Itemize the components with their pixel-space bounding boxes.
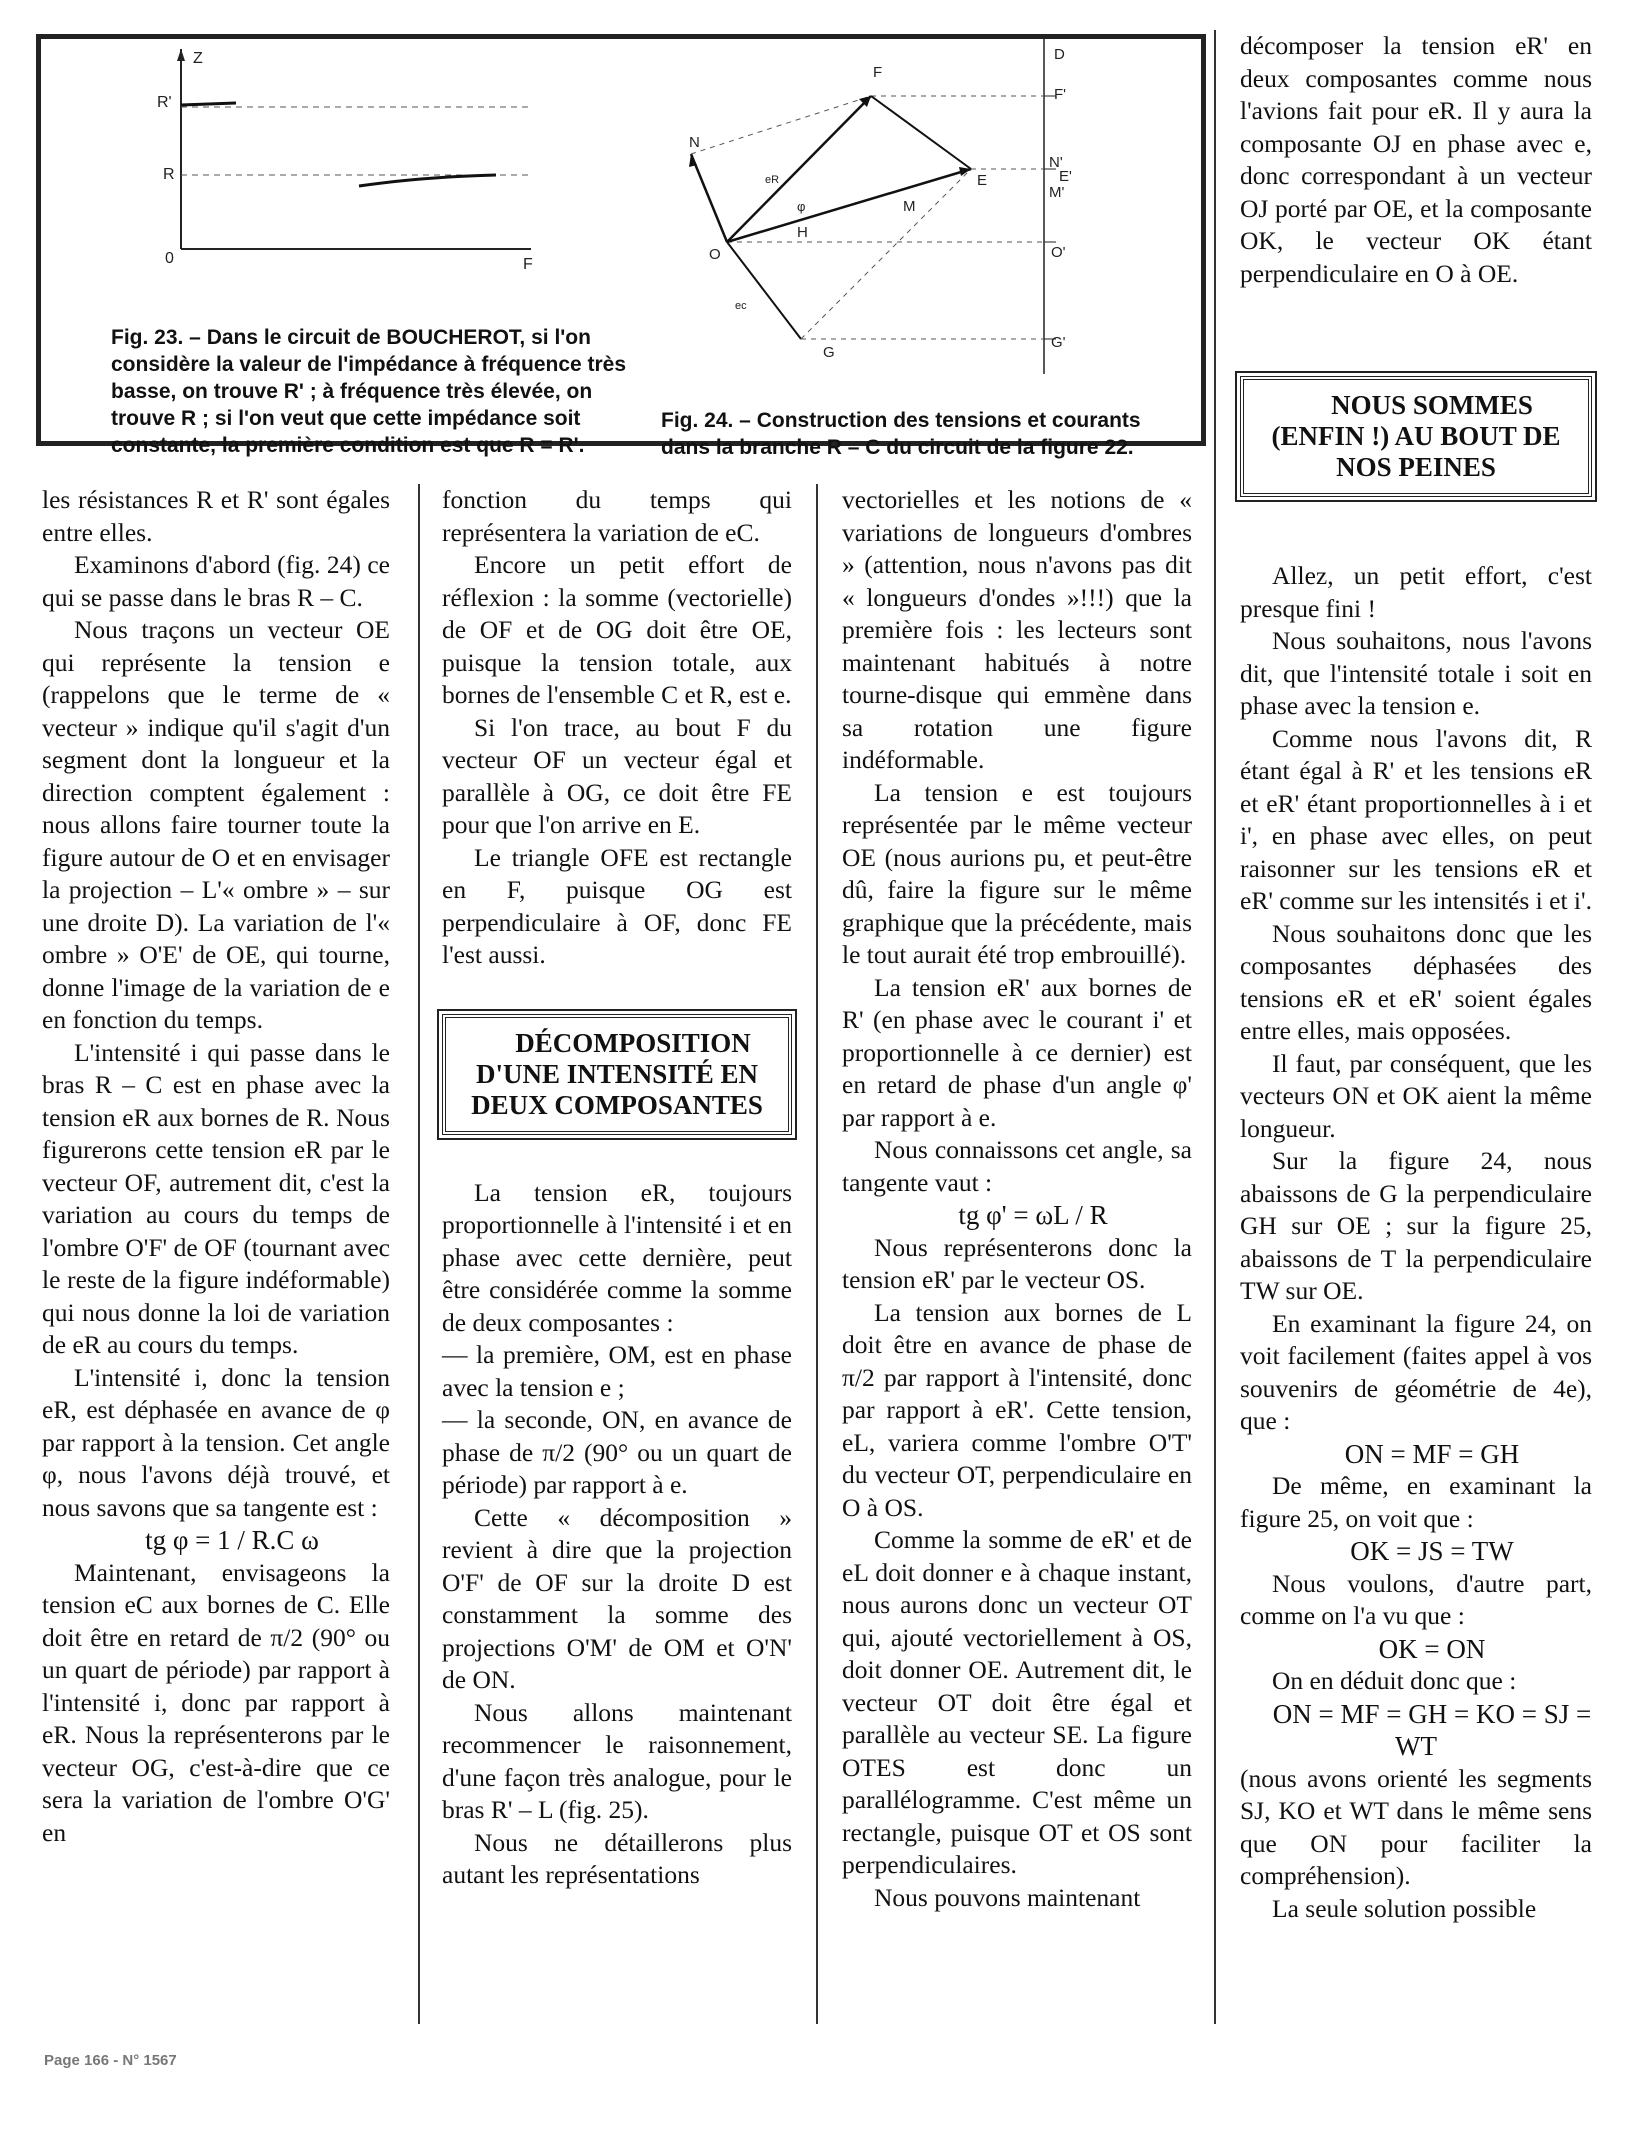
fig24-label-e: E [977, 172, 988, 189]
fig24-label-ec: ec [735, 300, 747, 312]
column-rule [418, 484, 420, 2024]
paragraph: Nous ne détaillerons plus autant les représentations [442, 1827, 792, 1889]
paragraph: Nous allons maintenant recommencer le raisonnement, d'une façon très analogue, pour le bras R' – L (fig. 25). [442, 1697, 792, 1824]
paragraph: Nous voulons, d'autre part, comme on l'a vu que : [1240, 1568, 1592, 1630]
fig24-label-gprime: G' [1051, 334, 1066, 351]
fig24-label-f: F [873, 64, 883, 81]
fig24-label-er: eR [765, 174, 780, 186]
fig24-label-m: M [903, 198, 916, 215]
fig23-label-f: F [523, 256, 533, 273]
equation: ON = MF = GH [1344, 1438, 1520, 1469]
paragraph: Nous pouvons maintenant [874, 1882, 1141, 1912]
paragraph: La tension e est toujours représentée par le même vecteur OE (nous aurions pu, et peut-être dû, faire la figure sur le même graphique que la précédente, mais le tout aurait été trop embrouillé). [842, 777, 1192, 969]
fig23-caption: Fig. 23. – Dans le circuit de BOUCHEROT, si l'on considère la valeur de l'impédance à fréquence très basse, on trouve R' ; à fréquence très élevée, on trouve R ; si l'on veut que cette impédance soit constante, la première condition est que R = R'. [111, 326, 627, 457]
column-4 [1240, 560, 1592, 1925]
paragraph: Comme nous l'avons dit, R étant égal à R' et les tensions eR et eR' étant proportionnelles à i et i', en phase avec elles, on peut raisonner sur les tensions eR et eR' comme sur les intensités i et i'. [1240, 723, 1592, 915]
fig24-caption: Fig. 24. – Construction des tensions et courants dans la branche R – C du circuit de la figure 22. [661, 409, 1141, 459]
paragraph: Nous souhaitons, nous l'avons dit, que l'intensité totale i soit en phase avec la tension e. [1240, 626, 1592, 720]
column-rule [1214, 30, 1216, 2024]
paragraph: Nous souhaitons donc que les composantes déphasées des tensions eR et eR' soient égales entre elles, mais opposées. [1240, 918, 1592, 1045]
paragraph: Encore un petit effort de réflexion : la somme (vectorielle) de OF et de OG doit être OE, puisque la tension totale, aux bornes de l'ensemble C et R, est e. [442, 550, 792, 709]
column-rule [816, 484, 818, 2024]
column-1 [42, 484, 390, 1849]
paragraph: Cette « décomposition » revient à dire que la projection O'F' de OF sur la droite D est constamment la somme des projections O'M' de OM et O'N' de ON. [442, 1502, 792, 1694]
paragraph: On en déduit donc que : [1272, 1666, 1517, 1695]
column-2 [442, 484, 792, 1892]
paragraph: les résistances R et R' sont égales entre elles. [42, 485, 390, 547]
section-heading-box: DÉCOMPOSITION D'UNE INTENSITÉ EN DEUX COMPOSANTES [442, 1014, 792, 1135]
fig24-label-n: N [689, 134, 700, 151]
paragraph: Nous représenterons donc la tension eR' par le vecteur OS. [842, 1232, 1192, 1294]
paragraph: Allez, un petit effort, c'est presque fini ! [1240, 561, 1592, 623]
fig23-label-r: R [163, 166, 175, 183]
paragraph: De même, en examinant la figure 25, on voit que : [1240, 1471, 1592, 1533]
paragraph: Comme la somme de eR' et de eL doit donner e à chaque instant, nous aurons donc un vecteur OT qui, ajouté vectoriellement à OS, doit donner OE. Autrement dit, le vecteur OT doit être égal et parallèle au vecteur SE. La figure OTES est donc un parallélogramme. C'est même un rectangle, puisque OT et OS sont perpendiculaires. [842, 1525, 1192, 1879]
paragraph: La tension eR, toujours proportionnelle à l'intensité i et en phase avec cette dernière, peut être considérée comme la somme de deux composantes : [442, 1177, 792, 1337]
fig24-label-phi: φ [797, 199, 806, 214]
paragraph: La tension eR' aux bornes de R' (en phase avec le courant i' et proportionnelle à ce dernier) est en retard de phase d'un angle φ' par rapport à e. [842, 972, 1192, 1132]
paragraph: Examinons d'abord (fig. 24) ce qui se passe dans le bras R – C. [42, 550, 390, 612]
paragraph: Sur la figure 24, nous abaissons de G la perpendiculaire GH sur OE ; sur la figure 25, abaissons de T la perpendiculaire TW sur OE. [1240, 1146, 1592, 1305]
fig24-label-fprime: F' [1054, 86, 1067, 103]
paragraph: vectorielles et les notions de « variations de longueurs d'ombres » (attention, nous n'avons pas dit « longueurs d'ondes »!!!) que la première fois : les lecteurs sont maintenant habitués à notre tourne-disque qui emmène dans sa rotation une figure indéformable. [842, 485, 1192, 774]
section-heading-box: NOUS SOMMES (ENFIN !) AU BOUT DE NOS PEINES [1240, 376, 1592, 497]
paragraph: L'intensité i qui passe dans le bras R – C est en phase avec la tension eR aux bornes de R. Nous figurerons cette tension eR par le vecteur OF, autrement dit, c'est la variation au cours du temps de l'ombre O'F' de OF (tournant avec le reste de la figure indéformable) qui nous donne la loi de variation de eR au cours du temps. [42, 1037, 390, 1359]
column-3 [842, 484, 1192, 1914]
fig24-label-h: H [797, 224, 808, 241]
fig24-label-oprime: O' [1051, 244, 1066, 261]
equation: OK = ON [1378, 1633, 1486, 1664]
paragraph: Il faut, par conséquent, que les vecteurs ON et OK aient la même longueur. [1240, 1048, 1592, 1143]
paragraph: Si l'on trace, au bout F du vecteur OF un vecteur égal et parallèle à OG, ce doit être FE pour que l'on arrive en E. [442, 712, 792, 839]
paragraph: — la première, OM, est en phase avec la tension e ; [442, 1340, 792, 1402]
fig24-label-o: O [709, 246, 721, 263]
fig24-label-eprime: E' [1059, 168, 1072, 185]
fig23-label-z: Z [193, 50, 203, 67]
fig24-label-nprime: N' [1049, 154, 1063, 171]
formula-tg-phi: tg φ = 1 / R.C ω [145, 1525, 319, 1555]
fig23-label-origin: 0 [165, 250, 174, 267]
paragraph: Nous connaissons cet angle, sa tangente vaut : [842, 1135, 1192, 1197]
fig24-vectors [689, 39, 1072, 374]
fig23-label-rprime: R' [157, 94, 172, 111]
equation: ON = MF = GH = KO = SJ = WT [1272, 1698, 1592, 1761]
formula-tg-phi-prime: tg φ' = ωL / R [958, 1200, 1108, 1230]
fig24-label-mprime: M' [1049, 184, 1065, 201]
paragraph: Le triangle OFE est rectangle en F, puisque OG est perpendiculaire à OF, donc FE l'est aussi. [442, 842, 792, 969]
paragraph: En examinant la figure 24, on voit facilement (faites appel à vos souvenirs de géométrie de 4e), que : [1240, 1308, 1592, 1435]
paragraph: L'intensité i, donc la tension eR, est déphasée en avance de φ par rapport à la tension. Cet angle φ, nous l'avons déjà trouvé, et nous savons que sa tangente est : [42, 1362, 390, 1522]
page-footer: Page 166 - N° 1567 [44, 2052, 177, 2069]
column-4-top [1240, 30, 1592, 497]
fig24-label-g: G [823, 344, 835, 361]
paragraph: — la seconde, ON, en avance de phase de π/2 (90° ou un quart de période) par rapport à e. [442, 1405, 792, 1499]
figure-box [36, 34, 1206, 459]
paragraph: décomposer la tension eR' en deux composantes comme nous l'avions fait pour eR. Il y aura la composante OJ en phase avec e, donc correspondant à un vecteur OJ porté par OE, et la composante OK, le vecteur OK étant perpendiculaire en O à OE. [1240, 31, 1592, 288]
paragraph: (nous avons orienté les segments SJ, KO et WT dans le même sens que ON pour faciliter la compréhension). [1240, 1763, 1592, 1890]
fig24-label-d: D [1054, 46, 1065, 63]
paragraph: La seule solution possible [1272, 1893, 1537, 1923]
paragraph: La tension aux bornes de L doit être en avance de phase de π/2 par rapport à l'intensité, donc par rapport à eR'. Cette tension, eL, variera comme l'ombre O'T' du vecteur OT, perpendiculaire en O à OS. [842, 1297, 1192, 1522]
equation: OK = JS = TW [1350, 1536, 1514, 1566]
paragraph: Nous traçons un vecteur OE qui représente la tension e (rappelons que le terme de « vecteur » indique qu'il s'agit d'un segment dont la longueur et la direction comptent également : nous allons faire tourner toute la figure autour de O et en envisager la projection – L'« ombre » – sur une droite D). La variation de l'« ombre » O'E' de OE, qui tourne, donne l'image de la variation de e en fonction du temps. [42, 615, 390, 1034]
paragraph: fonction du temps qui représentera la variation de eC. [442, 485, 792, 547]
fig23-graph [157, 49, 533, 273]
paragraph: Maintenant, envisageons la tension eC aux bornes de C. Elle doit être en retard de π/2 (90° ou un quart de période) par rapport à l'intensité i, donc par rapport à eR. Nous la représenterons par le vecteur OG, c'est-à-dire que ce sera la variation de l'ombre O'G' en [42, 1557, 390, 1847]
